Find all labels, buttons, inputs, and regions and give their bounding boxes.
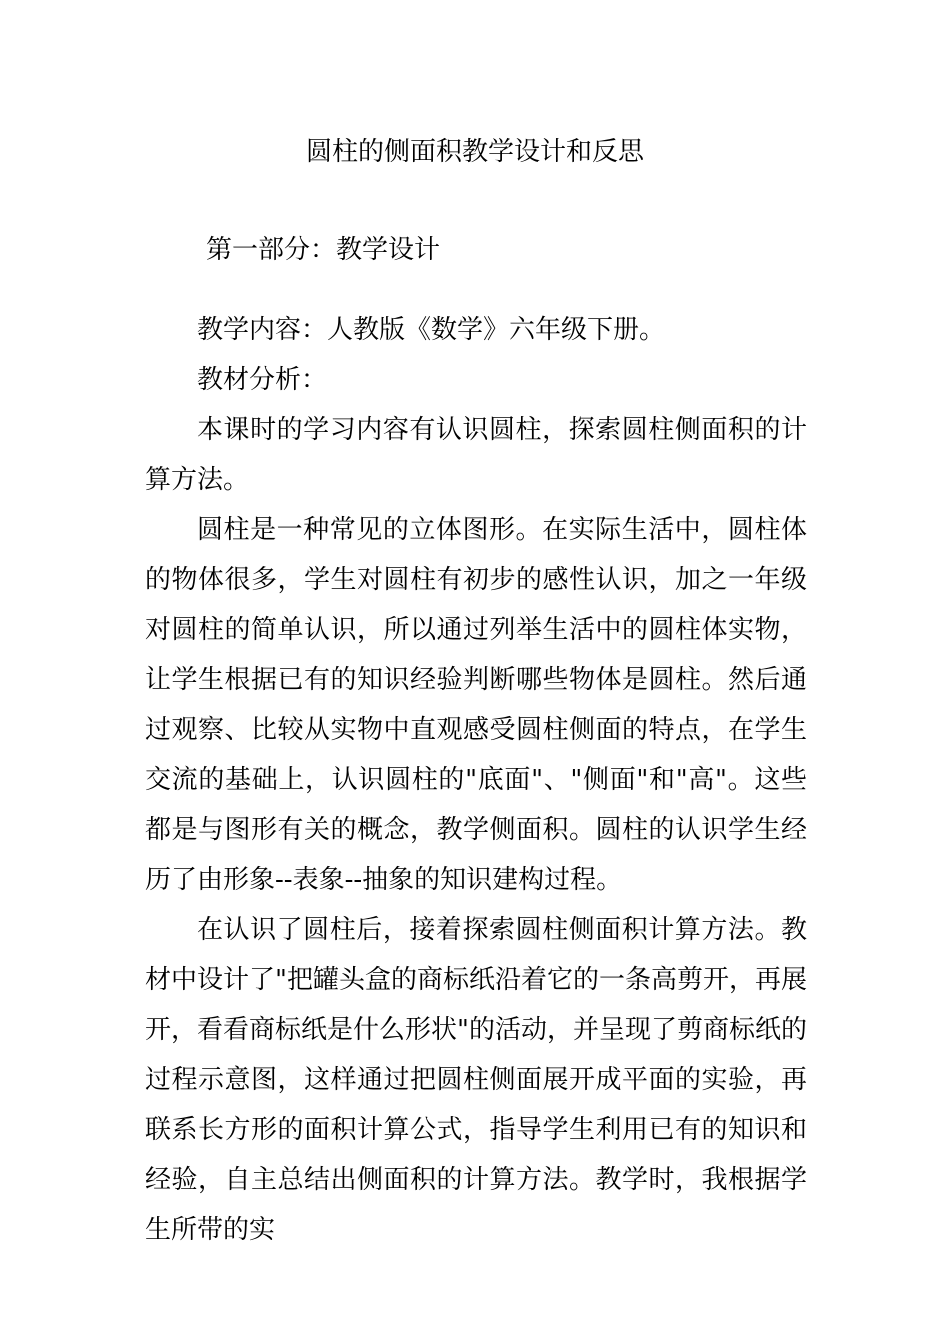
paragraph-lesson-content: 本课时的学习内容有认识圆柱，探索圆柱侧面积的计算方法。	[145, 415, 807, 495]
paragraph-analysis-heading: 教材分析：	[197, 365, 328, 395]
paragraph-content: 教学内容：人教版《数学》六年级下册。	[197, 315, 666, 345]
paragraph-lateral-area: 在认识了圆柱后，接着探索圆柱侧面积计算方法。教材中设计了"把罐头盒的商标纸沿着它的一条高剪开，再展开，看看商标纸是什么形状"的活动，并呈现了剪商标纸的过程示意图，这样通过把圆柱侧面展开成平面的实验，再联系长方形的面积计算公式，指导学生利用已有的知识和经验，自主总结出侧面积的计算方法。教学时，我根据学生所带的实	[145, 915, 807, 1245]
paragraph-cylinder-intro: 圆柱是一种常见的立体图形。在实际生活中，圆柱体的物体很多，学生对圆柱有初步的感性认识，加之一年级对圆柱的简单认识，所以通过列举生活中的圆柱体实物，让学生根据已有的知识经验判断哪些物体是圆柱。然后通过观察、比较从实物中直观感受圆柱侧面的特点，在学生交流的基础上，认识圆柱的"底面"、"侧面"和"高"。这些都是与图形有关的概念，教学侧面积。圆柱的认识学生经历了由形象--表象--抽象的知识建构过程。	[145, 515, 807, 895]
section-heading: 第一部分：教学设计	[206, 235, 441, 265]
document-title: 圆柱的侧面积教学设计和反思	[305, 137, 644, 167]
document-body	[145, 305, 807, 1255]
